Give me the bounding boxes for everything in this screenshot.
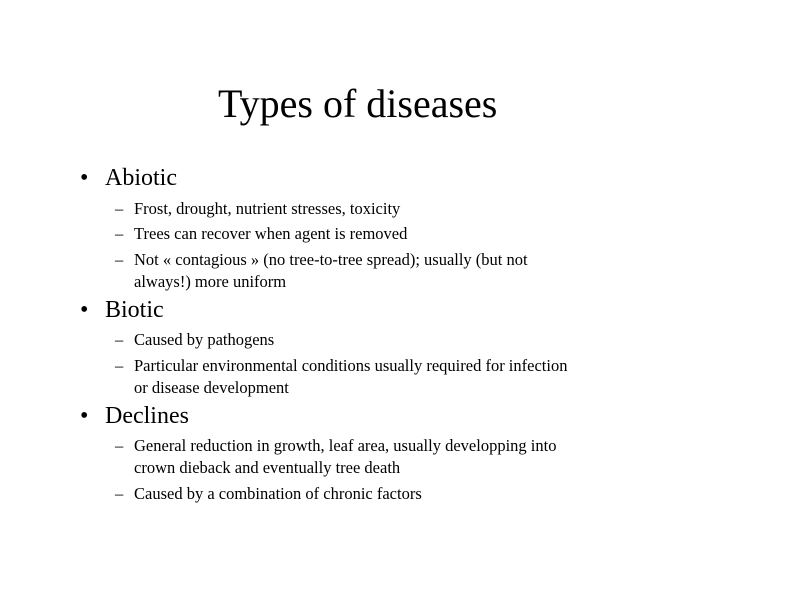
dash-marker: – (115, 436, 124, 455)
sub-bullet-text: Caused by a combination of chronic factors (134, 484, 422, 503)
dash-marker: – (115, 199, 124, 218)
bullet-marker: • (80, 165, 89, 191)
sub-bullet (115, 223, 675, 245)
sub-bullet (115, 483, 675, 505)
dash-marker: – (115, 484, 124, 503)
dash-marker: – (115, 330, 124, 349)
sub-bullet-text-continued: crown dieback and eventually tree death (134, 458, 401, 477)
sub-bullet-text: Particular environmental conditions usually required for infection (134, 356, 568, 375)
sub-bullet-text: Caused by pathogens (134, 330, 275, 349)
bullet-heading: Declines (105, 403, 189, 429)
bullet-marker: • (80, 403, 89, 429)
bullet-declines (80, 402, 189, 430)
dash-marker: – (115, 250, 124, 269)
sub-bullet-text-continued: always!) more uniform (134, 272, 287, 291)
bullet-heading: Abiotic (105, 165, 177, 191)
sub-bullet-text-continued: or disease development (134, 378, 289, 397)
slide-title: Types of diseases (218, 81, 498, 126)
bullet-heading: Biotic (105, 297, 164, 323)
sub-bullet-text: Trees can recover when agent is removed (134, 224, 408, 243)
sub-bullet (115, 198, 675, 220)
bullet-biotic (80, 296, 164, 324)
bullet-abiotic (80, 164, 177, 192)
sub-bullet-text: Not « contagious » (no tree-to-tree spread); usually (but not (134, 250, 528, 269)
dash-marker: – (115, 356, 124, 375)
sub-bullet-text: Frost, drought, nutrient stresses, toxicity (134, 199, 401, 218)
bullet-marker: • (80, 297, 89, 323)
dash-marker: – (115, 224, 124, 243)
sub-bullet (115, 355, 675, 399)
sub-bullet (115, 249, 675, 293)
sub-bullet (115, 435, 675, 479)
sub-bullet-text: General reduction in growth, leaf area, usually developping into (134, 436, 557, 455)
sub-bullet (115, 329, 675, 351)
